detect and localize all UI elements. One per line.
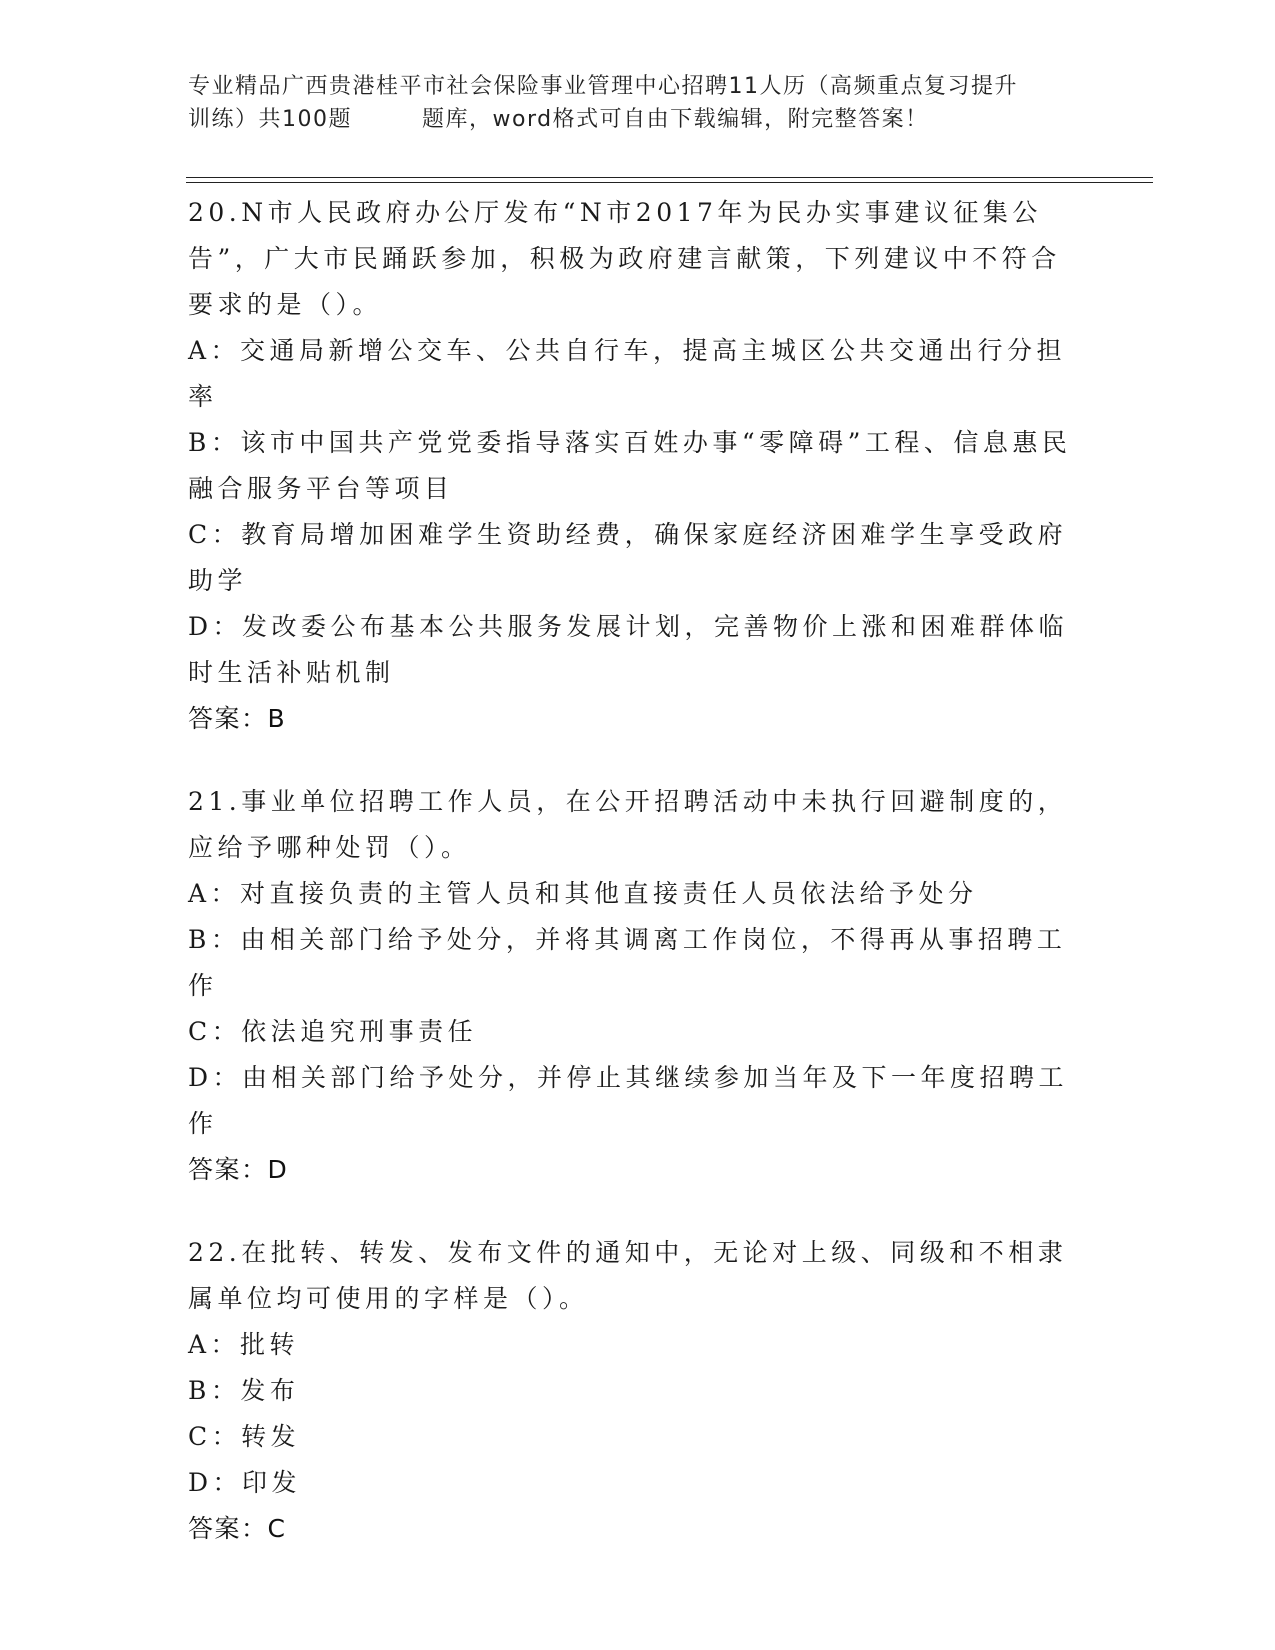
header-line-2 <box>188 103 1088 136</box>
question-stem: 22.在批转、转发、发布文件的通知中，无论对上级、同级和不相隶属单位均可使用的字样是（）。 <box>188 1238 1068 1313</box>
option-b: B：发布 <box>188 1376 300 1405</box>
header-line-2-right: 题库，word格式可自由下载编辑，附完整答案！ <box>422 107 929 132</box>
option-b: B：该市中国共产党党委指导落实百姓办事“零障碍”工程、信息惠民融合服务平台等项目 <box>188 428 1072 503</box>
option-c: C：依法追究刑事责任 <box>188 1017 478 1046</box>
option-c: C：教育局增加困难学生资助经费，确保家庭经济困难学生享受政府助学 <box>188 520 1068 595</box>
header-rule-bottom <box>186 182 1153 183</box>
answer: 答案：B <box>188 704 287 733</box>
option-d: D：发改委公布基本公共服务发展计划，完善物价上涨和困难群体临时生活补贴机制 <box>188 612 1069 687</box>
page-header <box>188 70 1088 136</box>
question-list <box>188 190 1088 1589</box>
question-21 <box>188 779 1088 1193</box>
question-stem: 21.事业单位招聘工作人员，在公开招聘活动中未执行回避制度的，应给予哪种处罚（）。 <box>188 787 1068 862</box>
header-rule-top <box>186 177 1153 178</box>
header-line-1: 专业精品广西贵港桂平市社会保险事业管理中心招聘11人历（高频重点复习提升 <box>188 74 1018 99</box>
question-22 <box>188 1230 1088 1552</box>
answer: 答案：C <box>188 1514 287 1543</box>
answer: 答案：D <box>188 1155 289 1184</box>
option-b: B：由相关部门给予处分，并将其调离工作岗位，不得再从事招聘工作 <box>188 925 1067 1000</box>
header-line-2-left: 训练）共100题 <box>188 107 352 132</box>
option-d: D：由相关部门给予处分，并停止其继续参加当年及下一年度招聘工作 <box>188 1063 1069 1138</box>
option-c: C：转发 <box>188 1422 301 1451</box>
option-d: D：印发 <box>188 1468 302 1497</box>
question-20 <box>188 190 1088 742</box>
option-a: A：对直接负责的主管人员和其他直接责任人员依法给予处分 <box>188 879 978 908</box>
option-a: A：交通局新增公交车、公共自行车，提高主城区公共交通出行分担率 <box>188 336 1067 411</box>
option-a: A：批转 <box>188 1330 300 1359</box>
question-stem: 20.N市人民政府办公厅发布“N市2017年为民办实事建议征集公告”，广大市民踊跃参加，积极为政府建言献策，下列建议中不符合要求的是（）。 <box>188 198 1061 319</box>
